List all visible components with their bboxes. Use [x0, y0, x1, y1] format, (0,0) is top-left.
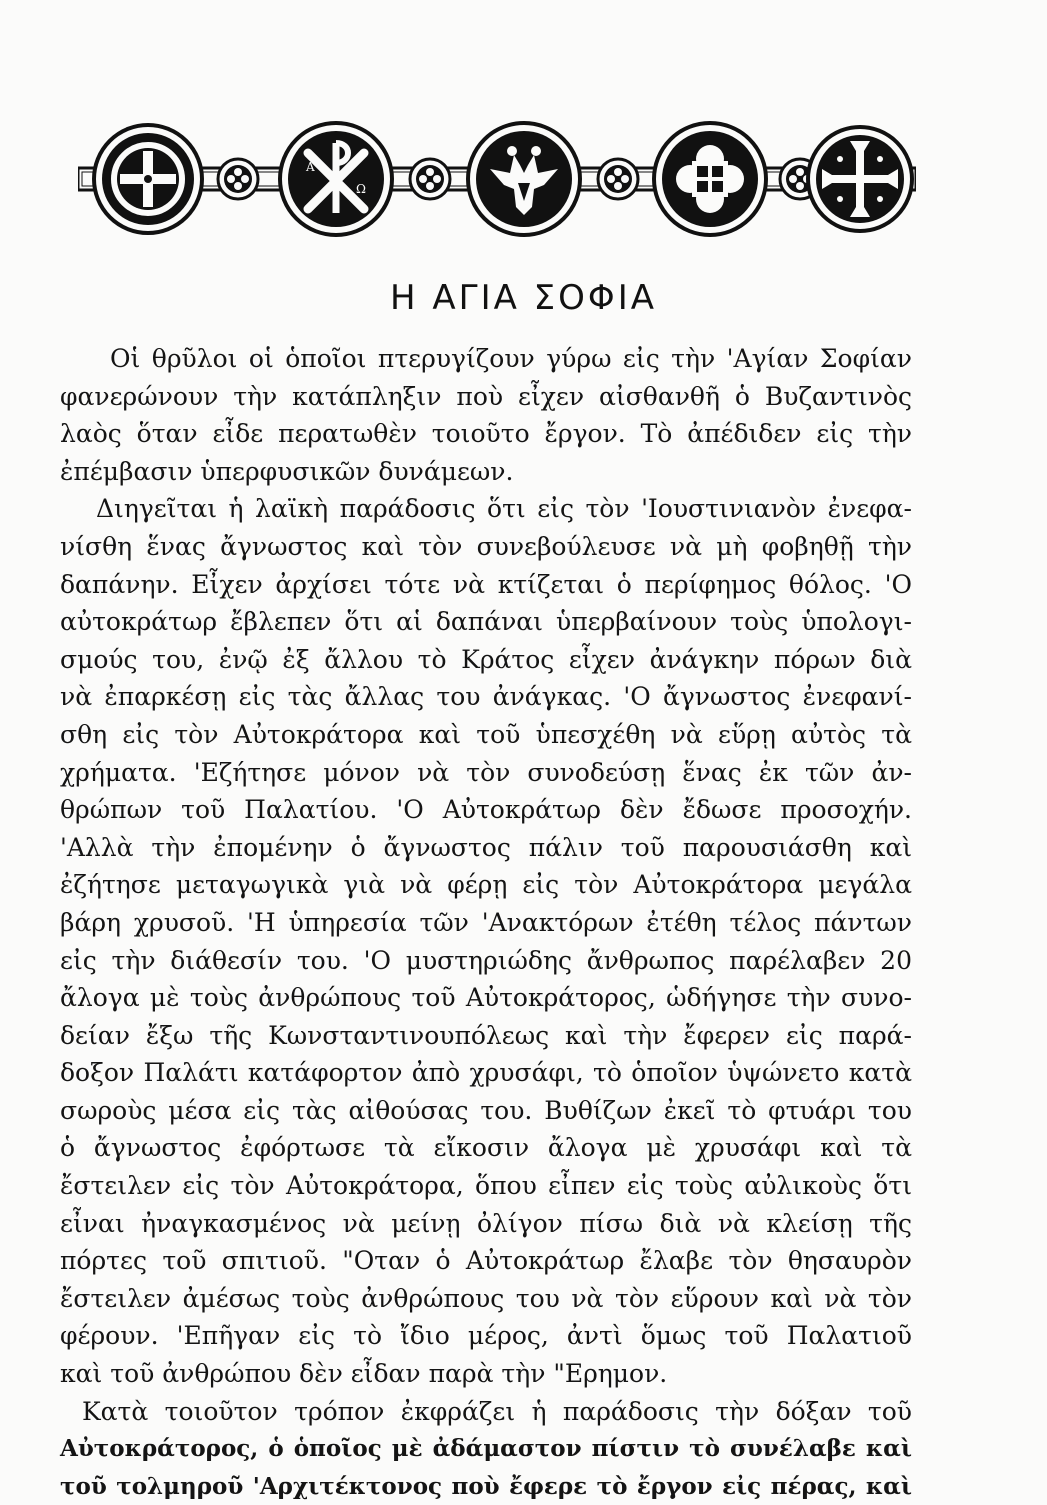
flared-cross-medallion-icon — [808, 127, 912, 231]
text-line: ἄλογα μὲ τοὺς ἀνθρώπους τοῦ Αὐτοκράτορος, ὡδήγησε τὴν συνο- — [60, 983, 912, 1013]
text-line: χρήματα. 'Εζήτησε μόνον νὰ τὸν συνοδεύσῃ ἕνας ἐκ τῶν ἀν- — [60, 757, 912, 787]
rosette-ornament-icon — [598, 159, 638, 199]
text-line: Αὐτοκράτορος, ὁ ὁποῖος μὲ ἀδάμαστον πίστιν τὸ συνέλαβε καὶ — [60, 1435, 912, 1463]
text-line: ἔστειλεν εἰς τὸν Αὐτοκράτορα, ὅπου εἶπεν εἰς τοὺς αὐλικοὺς ὅτι — [60, 1171, 912, 1201]
text-line: αὐτοκράτωρ ἔβλεπεν ὅτι αἱ δαπάναι ὑπερβαίνουν τοὺς ὑπολογι- — [60, 607, 912, 637]
byzantine-ornament-banner — [78, 120, 916, 238]
text-line: δείαν ἔξω τῆς Κωνσταντινουπόλεως καὶ τὴν ἔφερεν εἰς παρά- — [60, 1020, 912, 1050]
text-line: σθη εἰς τὸν Αὐτοκράτορα καὶ τοῦ ὑπεσχέθη νὰ εὕρῃ αὐτὸς τὰ — [60, 719, 912, 749]
text-line: φέρουν. 'Επῆγαν εἰς τὸ ἴδιο μέρος, ἀντὶ ὅμως τοῦ Παλατιοῦ — [60, 1321, 912, 1351]
text-line: ὁ ἄγνωστος ἐφόρτωσε τὰ εἴκοσιν ἄλογα μὲ χρυσάφι καὶ τὰ — [60, 1133, 912, 1163]
svg-text:A: A — [306, 160, 315, 174]
text-line: βάρη χρυσοῦ. 'Η ὑπηρεσία τῶν 'Ανακτόρων ἐτέθη τέλος πάντων — [60, 907, 912, 937]
text-line: δαπάνην. Εἶχεν ἀρχίσει τότε νὰ κτίζεται ὁ περίφημος θόλος. 'Ο — [60, 569, 912, 599]
rosette-ornament-icon — [218, 159, 258, 199]
text-line: δοξον Παλάτι κατάφορτον ἀπὸ χρυσάφι, τὸ ὁποῖον ὑψώνετο κατὰ — [60, 1058, 912, 1088]
text-line: Διηγεῖται ἡ λαϊκὴ παράδοσις ὅτι εἰς τὸν 'Ιουστινιανὸν ἐνεφα- — [96, 494, 912, 524]
text-line: τοῦ τολμηροῦ 'Αρχιτέκτονος ποὺ ἔφερε τὸ ἔργον εἰς πέρας, καὶ — [60, 1472, 912, 1500]
rosette-ornament-icon — [410, 159, 450, 199]
text-line: ἐζήτησε μεταγωγικὰ γιὰ νὰ φέρῃ εἰς τὸν Αὐτοκράτορα μεγάλα — [60, 870, 912, 900]
paragraph-3 — [60, 1393, 912, 1505]
page-title: Η ΑΓΙΑ ΣΟΦΙΑ — [390, 278, 657, 318]
paragraph-2 — [60, 490, 912, 1392]
text-line: λαὸς ὅταν εἶδε περατωθὲν τοιοῦτο ἔργον. Τὸ ἀπέδιδεν εἰς τὴν — [60, 419, 912, 449]
text-line: καὶ τοῦ ἀνθρώπου δὲν εἶδαν παρὰ τὴν "Ερημον. — [60, 1359, 668, 1389]
text-line: Οἱ θρῦλοι οἱ ὁποῖοι πτερυγίζουν γύρω εἰς τὴν 'Αγίαν Σοφίαν — [110, 344, 912, 373]
text-line: Κατὰ τοιοῦτον τρόπον ἐκφράζει ἡ παράδοσις τὴν δόξαν τοῦ — [82, 1396, 912, 1426]
text-line: εἰς τὴν διάθεσίν του. 'Ο μυστηριώδης ἄνθρωπος παρέλαβεν 20 — [60, 945, 912, 975]
text-line: εἶναι ἠναγκασμένος νὰ μείνῃ ὀλίγον πίσω διὰ νὰ κλείσῃ τῆς — [60, 1208, 912, 1238]
text-line: 'Αλλὰ τὴν ἐπομένην ὁ ἄγνωστος πάλιν τοῦ παρουσιάσθη καὶ — [60, 832, 912, 862]
text-line: θρώπων τοῦ Παλατίου. 'Ο Αὐτοκράτωρ δὲν ἔδωσε προσοχήν. — [60, 795, 912, 825]
text-line: πόρτες τοῦ σπιτιοῦ. "Οταν ὁ Αὐτοκράτωρ ἔλαβε τὸν θησαυρὸν — [60, 1246, 912, 1276]
article-body — [60, 340, 912, 1505]
quatrefoil-cross-medallion-icon — [654, 123, 766, 235]
text-line: ἐπέμβασιν ὑπερφυσικῶν δυνάμεων. — [60, 456, 514, 486]
double-headed-eagle-medallion-icon — [468, 123, 580, 235]
paragraph-1 — [60, 340, 912, 490]
text-line: σωροὺς μέσα εἰς τὰς αἰθούσας του. Βυθίζων ἐκεῖ τὸ φτυάρι του — [60, 1095, 912, 1125]
chi-rho-medallion-icon — [280, 123, 392, 235]
cross-medallion-icon — [94, 125, 202, 233]
svg-text:Ω: Ω — [356, 182, 366, 196]
text-line: νίσθη ἕνας ἄγνωστος καὶ τὸν συνεβούλευσε νὰ μὴ φοβηθῇ τὴν — [60, 531, 912, 561]
text-line: σμούς του, ἐνῷ ἐξ ἄλλου τὸ Κράτος εἶχεν ἀνάγκην πόρων διὰ — [60, 644, 912, 674]
text-line: νὰ ἐπαρκέσῃ εἰς τὰς ἄλλας του ἀνάγκας. 'Ο ἄγνωστος ἐνεφανί- — [60, 682, 912, 712]
text-line: ἔστειλεν ἀμέσως τοὺς ἀνθρώπους του νὰ τὸν εὕρουν καὶ νὰ τὸν — [60, 1283, 912, 1313]
text-line: φανερώνουν τὴν κατάπληξιν ποὺ εἶχεν αἰσθανθῆ ὁ Βυζαντινὸς — [60, 381, 912, 411]
